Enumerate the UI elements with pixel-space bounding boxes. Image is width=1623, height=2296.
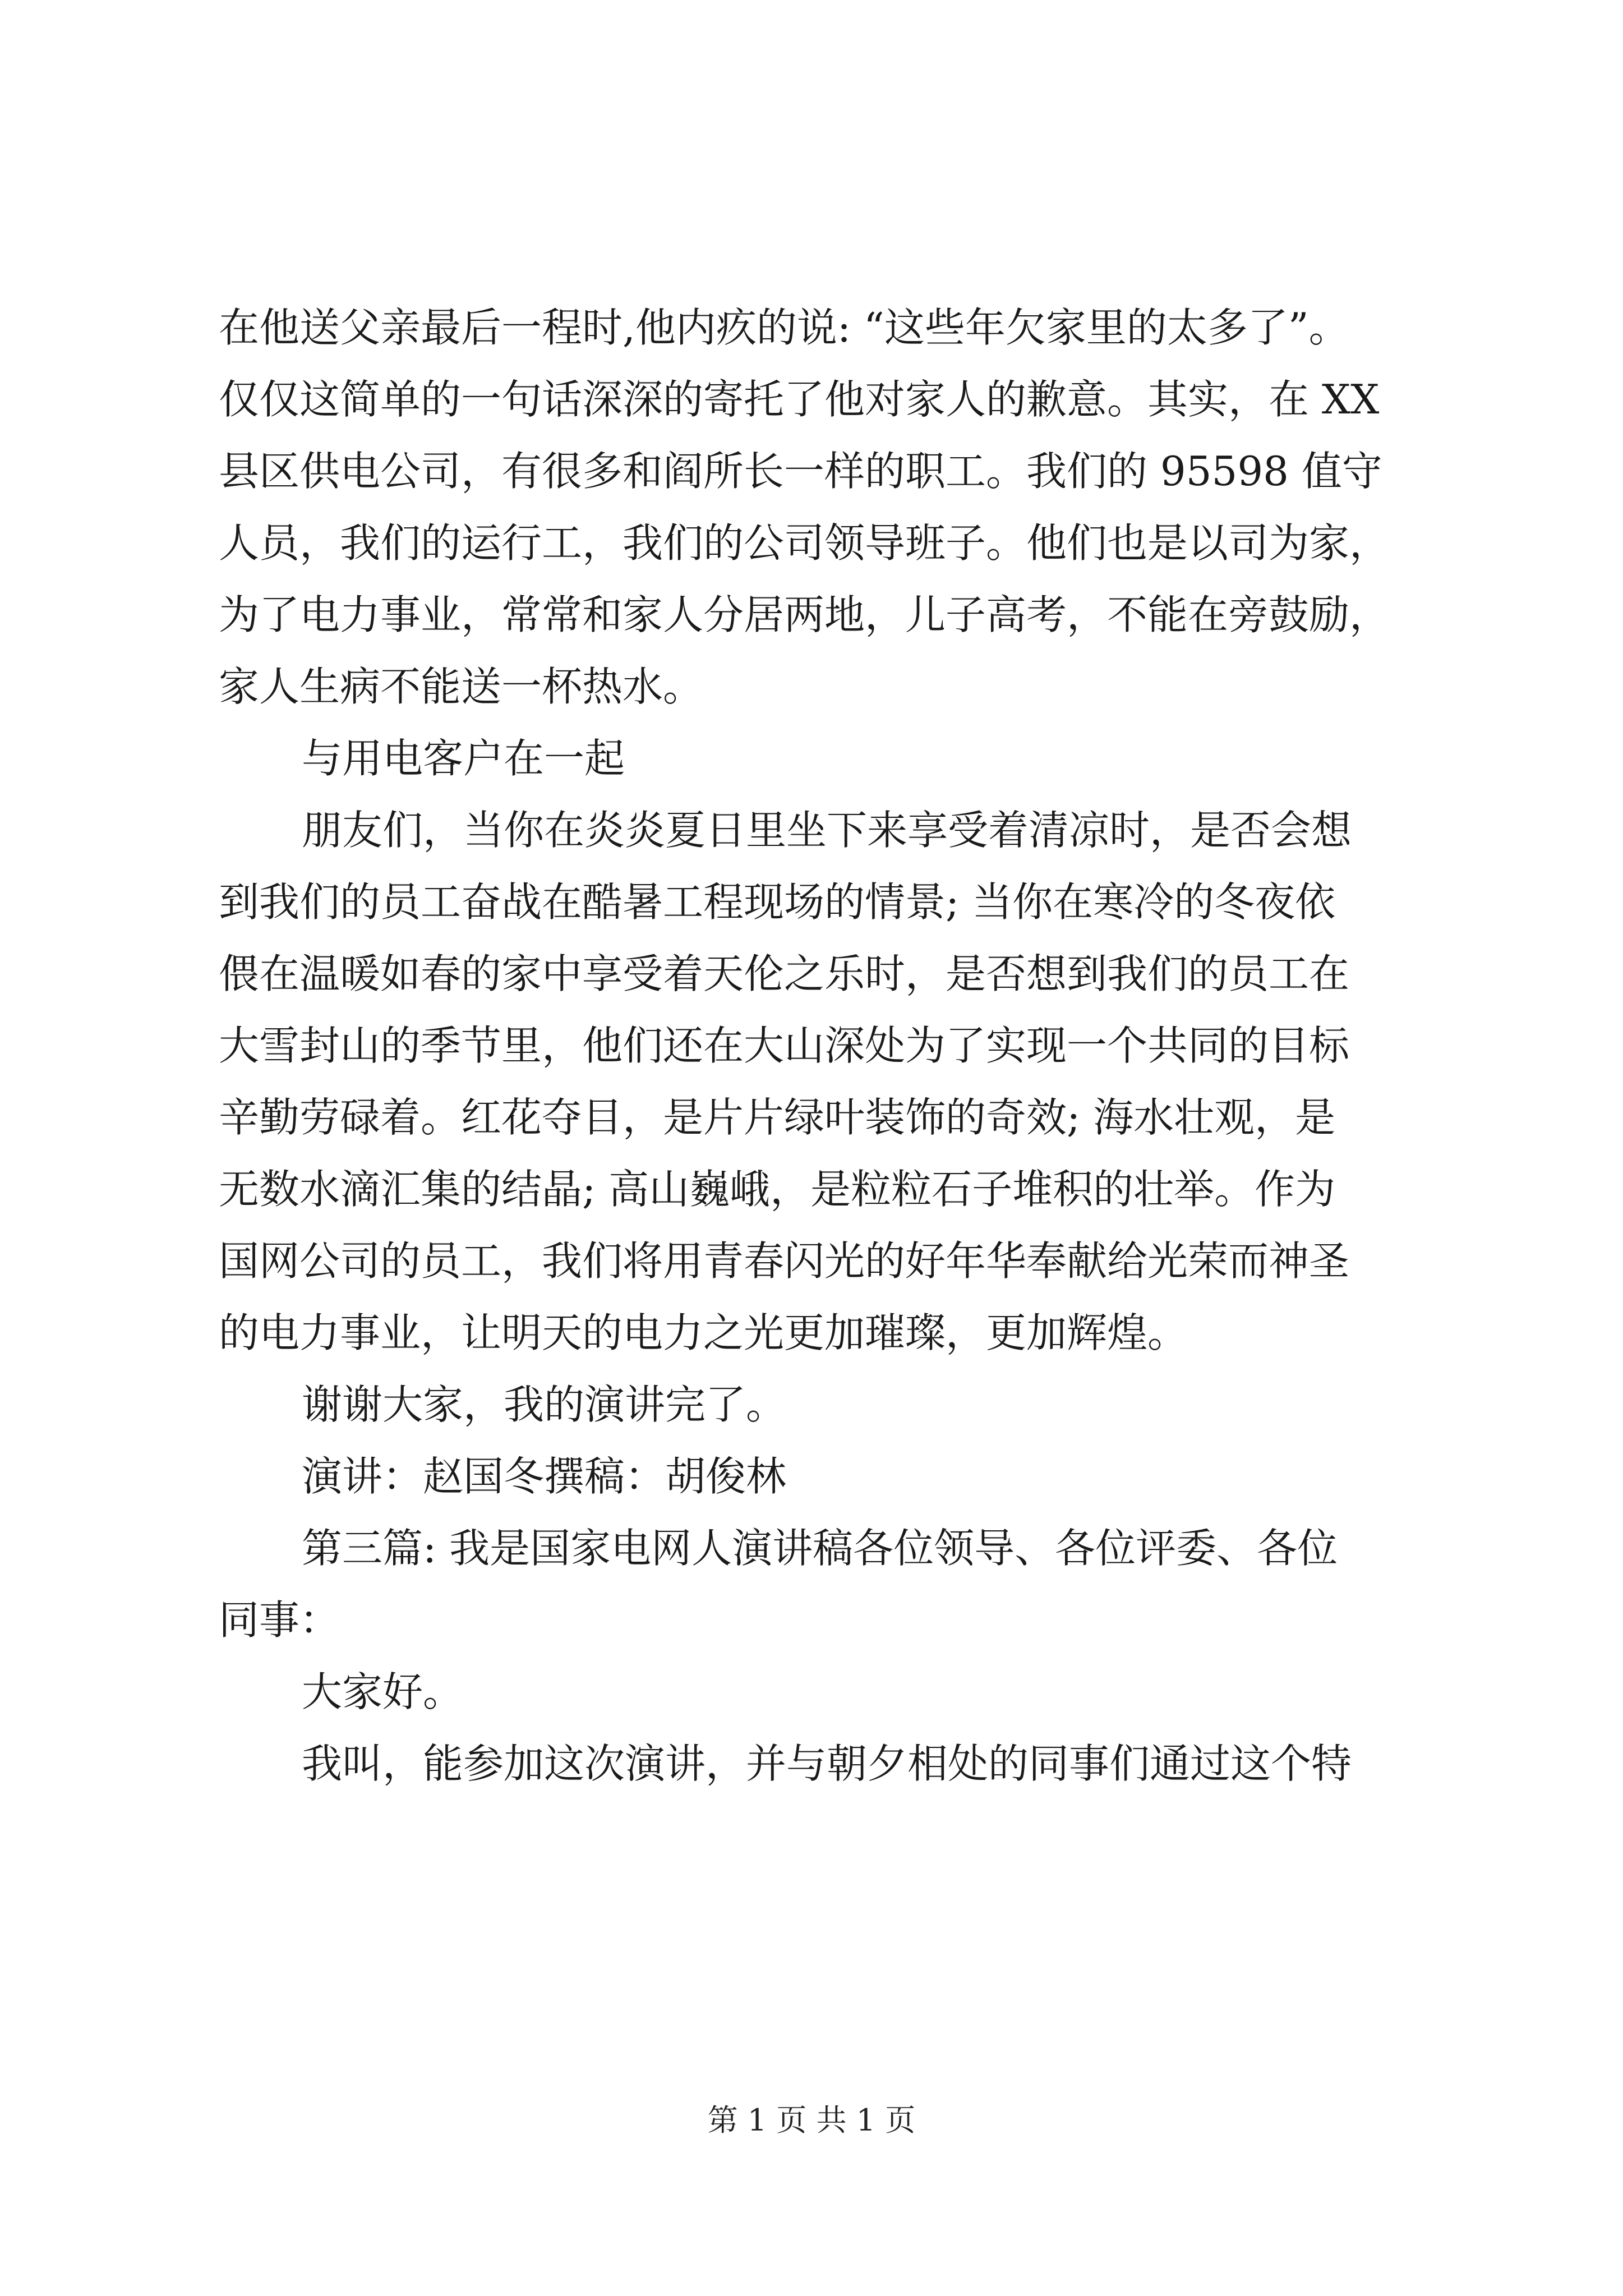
- text-line: 朋友们，当你在炎炎夏日里坐下来享受着清凉时，是否会想: [302, 807, 1352, 854]
- text-line: 辛勤劳碌着。红花夺目，是片片绿叶装饰的奇效; 海水壮观，是: [219, 1094, 1336, 1141]
- text-line: 的电力事业，让明天的电力之光更加璀璨，更加辉煌。: [219, 1309, 1188, 1356]
- text-line: 人员，我们的运行工，我们的公司领导班子。他们也是以司为家，: [219, 519, 1390, 567]
- text-line: 同事：: [219, 1596, 340, 1644]
- text-line: 家人生病不能送一杯热水。: [219, 663, 704, 710]
- text-line: 大家好。: [302, 1668, 464, 1715]
- text-line: 国网公司的员工，我们将用青春闪光的好年华奉献给光荣而神圣: [219, 1237, 1350, 1285]
- text-line: 无数水滴汇集的结晶; 高山巍峨，是粒粒石子堆积的壮举。作为: [219, 1166, 1336, 1213]
- text-line: 到我们的员工奋战在酷暑工程现场的情景; 当你在寒冷的冬夜依: [219, 878, 1336, 926]
- section-heading: 与用电客户在一起: [302, 735, 625, 782]
- text-line: 仅仅这简单的一句话深深的寄托了他对家人的歉意。其实，在 XX: [219, 376, 1380, 423]
- text-line: 谢谢大家，我的演讲完了。: [302, 1381, 787, 1428]
- page-footer: [0, 2101, 1623, 2140]
- document-body: [219, 292, 1430, 1800]
- text-line: 县区供电公司，有很多和阎所长一样的职工。我们的 95598 值守: [219, 448, 1382, 495]
- text-line: 我叫，能参加这次演讲，并与朝夕相处的同事们通过这个特: [302, 1740, 1352, 1787]
- text-line: 演讲：赵国冬撰稿：胡俊林: [302, 1453, 787, 1500]
- text-line: 为了电力事业，常常和家人分居两地，儿子高考，不能在旁鼓励，: [219, 591, 1390, 638]
- text-line: 大雪封山的季节里，他们还在大山深处为了实现一个共同的目标: [219, 1022, 1350, 1069]
- text-line: 第三篇: 我是国家电网人演讲稿各位领导、各位评委、各位: [302, 1525, 1338, 1572]
- text-line: 偎在温暖如春的家中享受着天伦之乐时，是否想到我们的员工在: [219, 950, 1350, 997]
- page-indicator: 第 1 页 共 1 页: [707, 2102, 916, 2138]
- text-line: 在他送父亲最后一程时,他内疚的说: “这些年欠家里的太多了”。: [219, 304, 1349, 351]
